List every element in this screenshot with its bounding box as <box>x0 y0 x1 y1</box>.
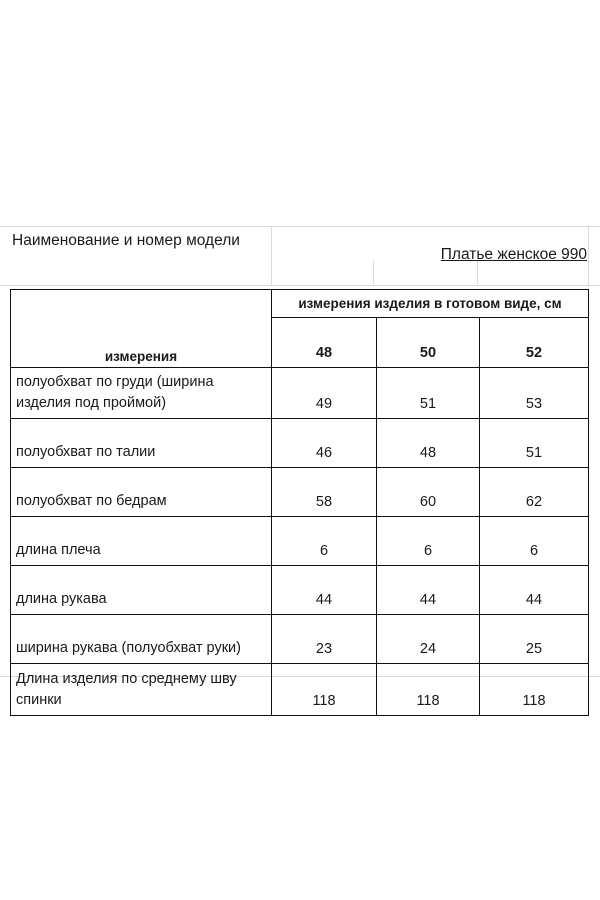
size-header-row <box>11 318 589 368</box>
gridline <box>588 226 589 286</box>
measurement-value: 44 <box>480 566 589 615</box>
model-name-label: Наименование и номер модели <box>12 232 240 249</box>
measurement-name: длина плеча <box>11 517 272 566</box>
measurement-name: полуобхват по бедрам <box>11 468 272 517</box>
measurement-name: Длина изделия по среднему шву спинки <box>11 664 272 716</box>
measurement-name: полуобхват по груди (ширина изделия под проймой) <box>11 368 272 419</box>
size-chart-table <box>10 289 589 716</box>
measurement-name: ширина рукава (полуобхват руки) <box>11 615 272 664</box>
measurement-value: 62 <box>480 468 589 517</box>
measurement-value: 48 <box>377 419 480 468</box>
gridline <box>0 226 600 227</box>
measurement-value: 60 <box>377 468 480 517</box>
measurements-header: измерения <box>11 318 272 368</box>
measurement-value: 53 <box>480 368 589 419</box>
table-row <box>11 468 589 517</box>
table-row <box>11 419 589 468</box>
empty-corner-cell <box>11 290 272 318</box>
table-row <box>11 368 589 419</box>
measurement-value: 25 <box>480 615 589 664</box>
measurement-value: 51 <box>480 419 589 468</box>
gridline <box>0 285 600 286</box>
measurement-value: 118 <box>272 664 377 716</box>
table-row <box>11 615 589 664</box>
measurement-value: 49 <box>272 368 377 419</box>
measurement-value: 23 <box>272 615 377 664</box>
measurement-value: 6 <box>272 517 377 566</box>
measurement-value: 51 <box>377 368 480 419</box>
measurement-value: 118 <box>480 664 589 716</box>
size-header: 50 <box>377 318 480 368</box>
group-header: измерения изделия в готовом виде, см <box>272 290 589 318</box>
measurement-value: 24 <box>377 615 480 664</box>
measurement-value: 58 <box>272 468 377 517</box>
table-header-row <box>11 290 589 318</box>
size-header: 52 <box>480 318 589 368</box>
measurement-value: 44 <box>377 566 480 615</box>
measurement-value: 44 <box>272 566 377 615</box>
table-row <box>11 664 589 716</box>
measurement-value: 118 <box>377 664 480 716</box>
size-header: 48 <box>272 318 377 368</box>
table-row <box>11 566 589 615</box>
model-name-value: Платье женское 990 <box>440 246 587 263</box>
measurement-value: 6 <box>377 517 480 566</box>
table-row <box>11 517 589 566</box>
measurement-name: длина рукава <box>11 566 272 615</box>
measurement-name: полуобхват по талии <box>11 419 272 468</box>
gridline <box>271 226 272 286</box>
measurement-value: 6 <box>480 517 589 566</box>
measurement-value: 46 <box>272 419 377 468</box>
